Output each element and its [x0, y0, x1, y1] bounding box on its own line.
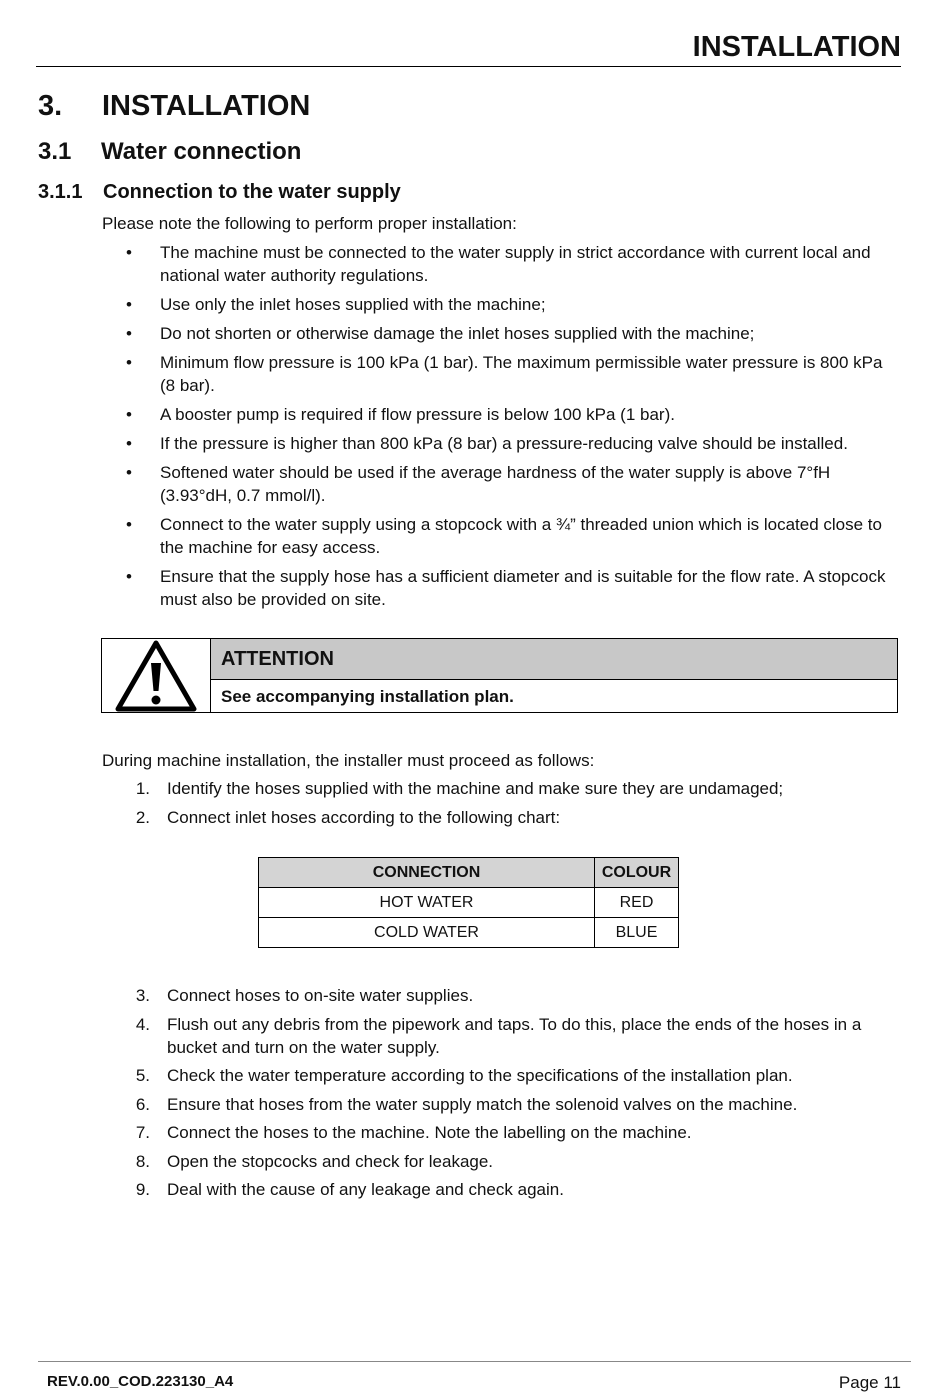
step-number: 3. — [135, 986, 150, 1005]
bullet-icon: • — [126, 515, 132, 534]
list-item: • If the pressure is higher than 800 kPa (8 bar) a pressure-reducing valve should be installed. — [126, 434, 848, 453]
warning-triangle-icon — [114, 639, 198, 713]
step-item — [102, 1178, 902, 1201]
step-item — [102, 1013, 902, 1059]
list-item: • Softened water should be used if the average hardness of the water supply is above 7°fH (3.93°dH, 0.7 mmol/l). — [126, 463, 831, 505]
step-number: 5. — [135, 1066, 150, 1085]
footer-page-number: Page 11 — [838, 1373, 901, 1392]
step-text: Check the water temperature according to the specifications of the installation plan. — [167, 1066, 793, 1085]
table-row — [259, 918, 679, 948]
column-header-connection: CONNECTION — [259, 858, 595, 888]
running-header: INSTALLATION — [36, 30, 901, 67]
list-item: • Do not shorten or otherwise damage the inlet hoses supplied with the machine; — [126, 324, 755, 343]
list-item: • Minimum flow pressure is 100 kPa (1 bar). The maximum permissible water pressure is 800 kPa (8 bar). — [126, 353, 883, 395]
step-item — [102, 806, 902, 829]
step-text: Connect the hoses to the machine. Note the labelling on the machine. — [167, 1123, 692, 1142]
procedure-intro: During machine installation, the installer must proceed as follows: — [102, 751, 595, 770]
bullet-icon: • — [126, 405, 132, 424]
step-number: 8. — [135, 1151, 150, 1171]
step-number: 1. — [135, 779, 150, 798]
step-number: 2. — [135, 807, 150, 827]
bullet-icon: • — [126, 353, 132, 372]
attention-content — [211, 639, 897, 712]
footer-doc-code: REV.0.00_COD.223130_A4 — [47, 1373, 234, 1390]
section-heading — [38, 90, 310, 123]
step-text: Connect hoses to on-site water supplies. — [167, 986, 474, 1005]
subsubsection-title: Connection to the water supply — [103, 181, 401, 203]
bullet-icon: • — [126, 243, 132, 262]
step-text: Identify the hoses supplied with the machine and make sure they are undamaged; — [167, 779, 784, 798]
subsection-title: Water connection — [101, 138, 302, 165]
table-cell: HOT WATER — [259, 888, 595, 918]
step-item — [102, 984, 902, 1007]
bullet-icon: • — [126, 434, 132, 453]
table-row — [259, 888, 679, 918]
bullet-icon: • — [126, 567, 132, 586]
step-text: Ensure that hoses from the water supply match the solenoid valves on the machine. — [167, 1094, 798, 1114]
step-item — [102, 1064, 902, 1087]
table-header-row — [259, 858, 679, 888]
subsubsection-number: 3.1.1 — [38, 181, 83, 203]
list-item: • Ensure that the supply hose has a sufficient diameter and is suitable for the flow rate. A stopcock must also be provided on site. — [126, 567, 886, 609]
list-item: • The machine must be connected to the water supply in strict accordance with current local and national water authority regulations. — [126, 243, 871, 285]
subsection-heading — [38, 138, 301, 166]
column-header-colour: COLOUR — [595, 858, 679, 888]
subsection-number: 3.1 — [38, 138, 72, 165]
requirements-list — [102, 241, 902, 617]
intro-text: Please note the following to perform proper installation: — [102, 214, 517, 233]
table-cell: RED — [595, 888, 679, 918]
list-item: • A booster pump is required if flow pressure is below 100 kPa (1 bar). — [126, 405, 675, 424]
step-number: 9. — [135, 1180, 150, 1199]
step-number: 6. — [135, 1094, 150, 1114]
step-text: Deal with the cause of any leakage and check again. — [167, 1180, 564, 1199]
step-text: Flush out any debris from the pipework and taps. To do this, place the ends of the hoses in a bucket and turn on the water supply. — [167, 1014, 862, 1057]
warning-icon-cell — [102, 639, 211, 712]
section-title: INSTALLATION — [102, 90, 311, 122]
step-text: Open the stopcocks and check for leakage. — [167, 1151, 494, 1171]
step-number: 7. — [135, 1123, 150, 1142]
list-item: • Use only the inlet hoses supplied with the machine; — [126, 295, 546, 314]
attention-title: ATTENTION — [211, 639, 897, 680]
footer-divider — [38, 1361, 911, 1362]
section-number: 3. — [38, 90, 63, 122]
bullet-icon: • — [126, 295, 132, 314]
steps-list-before — [102, 777, 902, 834]
step-item — [102, 1093, 902, 1116]
step-item — [102, 777, 902, 800]
table-cell: BLUE — [595, 918, 679, 948]
table-cell: COLD WATER — [259, 918, 595, 948]
subsubsection-heading — [38, 181, 401, 204]
connection-chart-table — [258, 857, 679, 948]
attention-box — [101, 638, 898, 713]
step-item — [102, 1150, 902, 1173]
step-text: Connect inlet hoses according to the following chart: — [167, 807, 561, 827]
steps-list-after — [102, 984, 902, 1207]
bullet-icon: • — [126, 463, 132, 482]
step-number: 4. — [135, 1014, 150, 1034]
bullet-icon: • — [126, 324, 132, 343]
list-item: • Connect to the water supply using a stopcock with a ¾” threaded union which is located close to the machine for easy access. — [126, 515, 882, 557]
step-item — [102, 1121, 902, 1144]
attention-text: See accompanying installation plan. — [221, 687, 514, 706]
